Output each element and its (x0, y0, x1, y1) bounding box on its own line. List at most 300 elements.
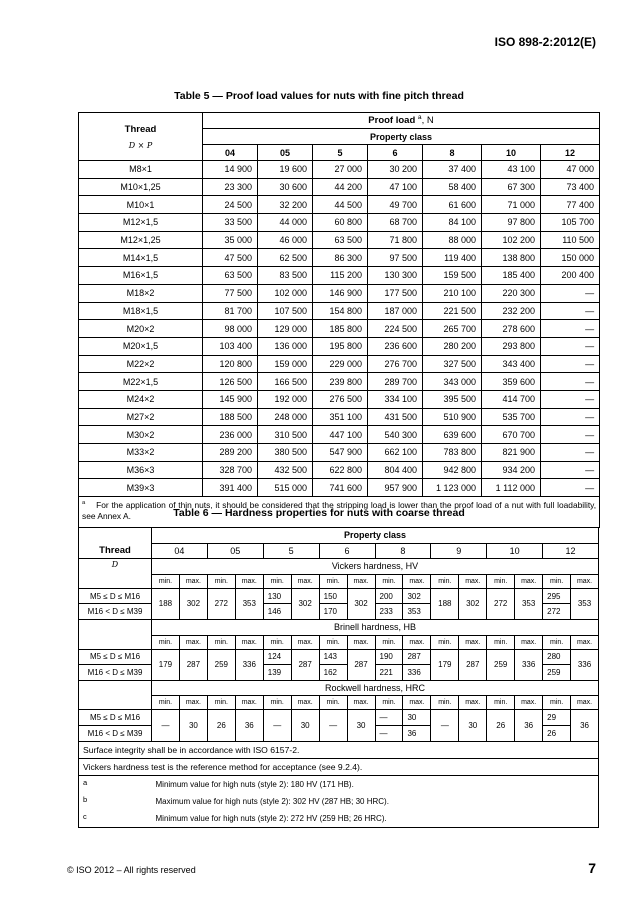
proof-load-cell: 351 100 (313, 408, 368, 426)
header-row (79, 528, 599, 544)
proof-load-cell: 239 800 (313, 373, 368, 391)
proof-load-cell: 391 400 (203, 479, 258, 497)
footnote-text: Minimum value for high nuts (style 2): 272 HV (259 HB; 26 HRC). (152, 810, 599, 828)
min-label: min. (487, 635, 515, 649)
max-cell: 30 (459, 710, 487, 741)
proof-load-cell: 62 500 (258, 249, 313, 267)
min-cell: 295 (543, 588, 571, 604)
footnote-key: b (79, 793, 152, 810)
max-cell: 353 (235, 588, 263, 619)
thread-cell: M10×1 (79, 196, 203, 214)
page-number: 7 (588, 860, 596, 876)
proof-load-cell: 187 000 (368, 302, 423, 320)
proof-load-cell: 68 700 (368, 214, 423, 232)
min-label: min. (207, 574, 235, 588)
min-cell: 272 (207, 588, 235, 619)
min-label: min. (431, 635, 459, 649)
class-header: 10 (482, 145, 541, 161)
table-row (79, 479, 600, 497)
min-cell: 130 (263, 588, 291, 604)
proof-load-cell: 359 600 (482, 373, 541, 391)
proof-load-cell: 328 700 (203, 461, 258, 479)
min-cell: 259 (487, 649, 515, 680)
proof-load-cell: 107 500 (258, 302, 313, 320)
min-cell: — (375, 710, 403, 726)
proof-load-cell: 61 600 (423, 196, 482, 214)
proof-load-cell: — (541, 355, 600, 373)
max-label: max. (571, 696, 599, 710)
proof-load-cell: 289 200 (203, 444, 258, 462)
min-cell: 26 (487, 710, 515, 741)
table-row (79, 444, 600, 462)
table-row (79, 355, 600, 373)
thread-cell: M12×1,25 (79, 231, 203, 249)
proof-load-cell: 220 300 (482, 284, 541, 302)
proof-load-cell: 447 100 (313, 426, 368, 444)
max-cell: 287 (291, 649, 319, 680)
proof-load-cell: 14 900 (203, 161, 258, 179)
proof-load-cell: 103 400 (203, 337, 258, 355)
min-cell: 272 (487, 588, 515, 619)
range-cell: M16 < D ≤ M39 (79, 604, 152, 620)
min-cell: 221 (375, 665, 403, 681)
proof-load-cell: — (541, 373, 600, 391)
proof-load-cell: 77 500 (203, 284, 258, 302)
max-label: max. (515, 635, 543, 649)
table-row (79, 461, 600, 479)
proof-load-cell: 35 000 (203, 231, 258, 249)
section-row (79, 559, 599, 575)
proof-load-cell: 229 000 (313, 355, 368, 373)
proof-load-cell: 63 500 (313, 231, 368, 249)
proof-load-cell: 102 000 (258, 284, 313, 302)
proof-load-cell: 154 800 (313, 302, 368, 320)
proof-load-cell: 130 300 (368, 267, 423, 285)
proof-load-cell: 77 400 (541, 196, 600, 214)
proof-load-cell: 432 500 (258, 461, 313, 479)
proof-load-cell: 73 400 (541, 178, 600, 196)
range-cell: M5 ≤ D ≤ M16 (79, 649, 152, 665)
min-cell: 146 (263, 604, 291, 620)
thread-cell: M39×3 (79, 479, 203, 497)
minmax-row (79, 574, 599, 588)
min-label: min. (207, 635, 235, 649)
proof-load-cell: 129 000 (258, 320, 313, 338)
proof-load-cell: 138 800 (482, 249, 541, 267)
min-label: min. (487, 696, 515, 710)
class-header: 6 (368, 145, 423, 161)
footnote-row (79, 810, 599, 828)
max-label: max. (291, 574, 319, 588)
data-row (79, 710, 599, 726)
min-label: min. (543, 574, 571, 588)
proof-load-cell: — (541, 444, 600, 462)
proof-load-cell: 71 800 (368, 231, 423, 249)
range-cell: M16 < D ≤ M39 (79, 665, 152, 681)
proof-load-cell: 145 900 (203, 390, 258, 408)
proof-load-cell: 81 700 (203, 302, 258, 320)
proof-load-cell: 662 100 (368, 444, 423, 462)
thread-cell: M36×3 (79, 461, 203, 479)
proof-load-cell: 821 900 (482, 444, 541, 462)
max-cell: 36 (403, 725, 431, 741)
max-cell: 287 (459, 649, 487, 680)
max-cell: 36 (235, 710, 263, 741)
property-class-header: Property class (152, 528, 599, 544)
proof-load-cell: 23 300 (203, 178, 258, 196)
proof-load-cell: 934 200 (482, 461, 541, 479)
proof-load-cell: 58 400 (423, 178, 482, 196)
proof-load-cell: 221 500 (423, 302, 482, 320)
min-cell: 26 (207, 710, 235, 741)
copyright-footer: © ISO 2012 – All rights reserved (67, 865, 196, 875)
hardness-section-title: Vickers hardness, HV (152, 559, 599, 575)
table5 (78, 112, 600, 528)
proof-load-cell: 224 500 (368, 320, 423, 338)
table5-footnote: $^a$ For the application of thin nuts, it should be considered that the stripping load is lower than the proof load of a nut with full loadability, see Annex A. (79, 497, 600, 528)
class-header: 05 (207, 543, 263, 559)
proof-load-cell: 192 000 (258, 390, 313, 408)
max-cell: 36 (571, 710, 599, 741)
data-row (79, 649, 599, 665)
proof-load-cell: 265 700 (423, 320, 482, 338)
proof-load-cell: 24 500 (203, 196, 258, 214)
min-label: min. (375, 696, 403, 710)
proof-load-cell: 159 500 (423, 267, 482, 285)
max-cell: 302 (459, 588, 487, 619)
footnote-text: Minimum value for high nuts (style 2): 180 HV (171 HB). (152, 775, 599, 793)
max-cell: 353 (515, 588, 543, 619)
thread-header: Thread D × P (79, 113, 203, 161)
min-cell: — (263, 710, 291, 741)
thread-cell: M20×1,5 (79, 337, 203, 355)
proof-load-cell: 71 000 (482, 196, 541, 214)
proof-load-cell: 310 500 (258, 426, 313, 444)
class-header: 8 (423, 145, 482, 161)
min-label: min. (543, 696, 571, 710)
class-header: 12 (543, 543, 599, 559)
proof-load-cell: 47 500 (203, 249, 258, 267)
proof-load-cell: 84 100 (423, 214, 482, 232)
proof-load-cell: 804 400 (368, 461, 423, 479)
max-cell: 302 (347, 588, 375, 619)
proof-load-cell: — (541, 390, 600, 408)
proof-load-cell: 37 400 (423, 161, 482, 179)
table6-title: Table 6 — Hardness properties for nuts with coarse thread (173, 507, 465, 519)
proof-load-cell: 622 800 (313, 461, 368, 479)
table-row (79, 161, 600, 179)
thread-cell: M14×1,5 (79, 249, 203, 267)
footnote-row (79, 793, 599, 810)
note-row (79, 758, 599, 775)
max-cell: 353 (403, 604, 431, 620)
table6-note: Vickers hardness test is the reference method for acceptance (see 9.2.4). (79, 758, 599, 775)
footnote-key: a (79, 775, 152, 793)
minmax-row (79, 635, 599, 649)
proof-load-cell: 210 100 (423, 284, 482, 302)
thread-cell: M20×2 (79, 320, 203, 338)
thread-cell: M33×2 (79, 444, 203, 462)
proof-load-cell: 110 500 (541, 231, 600, 249)
max-label: max. (403, 696, 431, 710)
proof-load-cell: 236 600 (368, 337, 423, 355)
proof-load-cell: 334 100 (368, 390, 423, 408)
section-row (79, 619, 599, 635)
min-label: min. (487, 574, 515, 588)
proof-load-cell: 83 500 (258, 267, 313, 285)
max-label: max. (291, 635, 319, 649)
proof-load-cell: 200 400 (541, 267, 600, 285)
min-label: min. (543, 635, 571, 649)
proof-load-cell: 150 000 (541, 249, 600, 267)
proof-load-cell: 639 600 (423, 426, 482, 444)
thread-cell: M18×1,5 (79, 302, 203, 320)
range-cell: M5 ≤ D ≤ M16 (79, 710, 152, 726)
max-cell: 36 (515, 710, 543, 741)
proof-load-cell: — (541, 426, 600, 444)
proof-load-cell: 115 200 (313, 267, 368, 285)
thread-cell: M18×2 (79, 284, 203, 302)
max-label: max. (571, 635, 599, 649)
proof-load-cell: 414 700 (482, 390, 541, 408)
max-label: max. (235, 574, 263, 588)
thread-cell: M30×2 (79, 426, 203, 444)
min-cell: 162 (319, 665, 347, 681)
min-cell: — (319, 710, 347, 741)
class-header: 10 (487, 543, 543, 559)
max-label: max. (403, 635, 431, 649)
proof-load-cell: 343 400 (482, 355, 541, 373)
min-label: min. (152, 696, 180, 710)
max-cell: 302 (291, 588, 319, 619)
proof-load-cell: 47 100 (368, 178, 423, 196)
min-cell: 124 (263, 649, 291, 665)
max-cell: 336 (403, 665, 431, 681)
thread-cell: M8×1 (79, 161, 203, 179)
max-label: max. (235, 635, 263, 649)
table-row (79, 196, 600, 214)
min-cell: 150 (319, 588, 347, 604)
thread-label: Thread (99, 545, 131, 557)
max-cell: 302 (403, 588, 431, 604)
class-header: 04 (152, 543, 208, 559)
max-label: max. (571, 574, 599, 588)
min-cell: 259 (207, 649, 235, 680)
min-label: min. (263, 574, 291, 588)
proof-load-cell: 431 500 (368, 408, 423, 426)
min-cell: 272 (543, 604, 571, 620)
max-label: max. (347, 574, 375, 588)
min-cell: 29 (543, 710, 571, 726)
min-cell: 200 (375, 588, 403, 604)
min-cell: 259 (543, 665, 571, 681)
max-label: max. (459, 696, 487, 710)
proof-load-cell: 119 400 (423, 249, 482, 267)
min-cell: — (152, 710, 180, 741)
range-cell: M16 < D ≤ M39 (79, 725, 152, 741)
max-cell: 336 (515, 649, 543, 680)
table-row (79, 302, 600, 320)
proof-load-cell: 159 000 (258, 355, 313, 373)
proof-load-cell: 60 800 (313, 214, 368, 232)
proof-load-cell: 741 600 (313, 479, 368, 497)
proof-load-cell: 44 500 (313, 196, 368, 214)
min-cell: 143 (319, 649, 347, 665)
proof-load-cell: 120 800 (203, 355, 258, 373)
section-row (79, 680, 599, 696)
max-label: max. (235, 696, 263, 710)
table-row (79, 231, 600, 249)
thread-dim-label: D (111, 560, 119, 570)
proof-load-cell: 49 700 (368, 196, 423, 214)
proof-load-cell: 47 000 (541, 161, 600, 179)
proof-load-cell: 177 500 (368, 284, 423, 302)
table-row (79, 426, 600, 444)
min-cell: 280 (543, 649, 571, 665)
hardness-section-title: Brinell hardness, HB (152, 619, 599, 635)
proof-load-cell: 942 800 (423, 461, 482, 479)
max-cell: 336 (571, 649, 599, 680)
class-header: 04 (203, 145, 258, 161)
class-header: 5 (313, 145, 368, 161)
table6 (78, 527, 599, 828)
proof-load-cell: 510 900 (423, 408, 482, 426)
max-cell: 30 (179, 710, 207, 741)
proof-load-cell: 957 900 (368, 479, 423, 497)
note-row (79, 741, 599, 758)
min-label: min. (152, 635, 180, 649)
thread-cell: M16×1,5 (79, 267, 203, 285)
proof-load-cell: — (541, 302, 600, 320)
min-label: min. (431, 574, 459, 588)
max-label: max. (347, 696, 375, 710)
proof-load-cell: — (541, 337, 600, 355)
proof-load-cell: 293 800 (482, 337, 541, 355)
thread-cell: M10×1,25 (79, 178, 203, 196)
class-header: 9 (431, 543, 487, 559)
min-label: min. (375, 635, 403, 649)
footnote-text: Maximum value for high nuts (style 2): 302 HV (287 HB; 30 HRC). (152, 793, 599, 810)
table-row (79, 178, 600, 196)
min-label: min. (152, 574, 180, 588)
proof-load-cell: 105 700 (541, 214, 600, 232)
proof-load-cell: 232 200 (482, 302, 541, 320)
proof-load-cell: 248 000 (258, 408, 313, 426)
proof-load-cell: 126 500 (203, 373, 258, 391)
max-cell: 30 (347, 710, 375, 741)
max-cell: 336 (235, 649, 263, 680)
min-cell: — (375, 725, 403, 741)
proof-load-cell: 97 500 (368, 249, 423, 267)
max-cell: 30 (291, 710, 319, 741)
proof-load-cell: 276 700 (368, 355, 423, 373)
max-cell: 287 (179, 649, 207, 680)
proof-load-cell: 188 500 (203, 408, 258, 426)
table-row (79, 408, 600, 426)
max-cell: 287 (403, 649, 431, 665)
table6-note: Surface integrity shall be in accordance with ISO 6157-2. (79, 741, 599, 758)
blank-cell (79, 680, 152, 710)
proof-load-cell: 46 000 (258, 231, 313, 249)
proof-load-cell: 783 800 (423, 444, 482, 462)
minmax-row (79, 696, 599, 710)
max-label: max. (515, 696, 543, 710)
class-header: 8 (375, 543, 431, 559)
min-cell: 190 (375, 649, 403, 665)
proof-load-cell: 1 123 000 (423, 479, 482, 497)
proof-load-cell: 97 800 (482, 214, 541, 232)
thread-cell: M22×1,5 (79, 373, 203, 391)
min-cell: — (431, 710, 459, 741)
min-cell: 188 (431, 588, 459, 619)
range-cell: M5 ≤ D ≤ M16 (79, 588, 152, 604)
min-cell: 179 (152, 649, 180, 680)
proof-load-cell: 27 000 (313, 161, 368, 179)
proof-load-cell: 670 700 (482, 426, 541, 444)
min-label: min. (319, 696, 347, 710)
proof-load-cell: 1 112 000 (482, 479, 541, 497)
max-label: max. (179, 696, 207, 710)
table-row (79, 373, 600, 391)
min-cell: 233 (375, 604, 403, 620)
proof-load-cell: 289 700 (368, 373, 423, 391)
document-header: ISO 898-2:2012(E) (494, 35, 596, 49)
min-label: min. (263, 696, 291, 710)
min-cell: 26 (543, 725, 571, 741)
proof-load-cell: — (541, 320, 600, 338)
max-label: max. (179, 635, 207, 649)
proof-load-cell: 102 200 (482, 231, 541, 249)
proof-load-cell: 166 500 (258, 373, 313, 391)
table5-title: Table 5 — Proof load values for nuts with fine pitch thread (174, 90, 464, 102)
thread-cell: M22×2 (79, 355, 203, 373)
max-label: max. (459, 635, 487, 649)
proof-load-cell: 44 200 (313, 178, 368, 196)
min-cell: 139 (263, 665, 291, 681)
proof-load-cell: 86 300 (313, 249, 368, 267)
table-row (79, 214, 600, 232)
proof-load-cell: 236 000 (203, 426, 258, 444)
property-class-header: Property class (203, 129, 600, 145)
max-label: max. (291, 696, 319, 710)
proof-load-cell: 19 600 (258, 161, 313, 179)
proof-load-header: Proof load $^a$, N (203, 113, 600, 129)
max-cell: 30 (403, 710, 431, 726)
proof-load-cell: 88 000 (423, 231, 482, 249)
class-row (79, 543, 599, 559)
class-header: 12 (541, 145, 600, 161)
proof-load-cell: 195 800 (313, 337, 368, 355)
proof-load-cell: 33 500 (203, 214, 258, 232)
max-label: max. (179, 574, 207, 588)
proof-load-cell: 535 700 (482, 408, 541, 426)
min-label: min. (375, 574, 403, 588)
table-row (79, 337, 600, 355)
min-label: min. (319, 635, 347, 649)
table-row (79, 390, 600, 408)
max-cell: 353 (571, 588, 599, 619)
proof-load-cell: 343 000 (423, 373, 482, 391)
proof-load-cell: 136 000 (258, 337, 313, 355)
proof-load-cell: 98 000 (203, 320, 258, 338)
proof-load-cell: 30 600 (258, 178, 313, 196)
blank-cell (79, 619, 152, 649)
min-cell: 188 (152, 588, 180, 619)
table-row (79, 320, 600, 338)
proof-load-cell: 327 500 (423, 355, 482, 373)
max-label: max. (459, 574, 487, 588)
proof-load-cell: — (541, 284, 600, 302)
